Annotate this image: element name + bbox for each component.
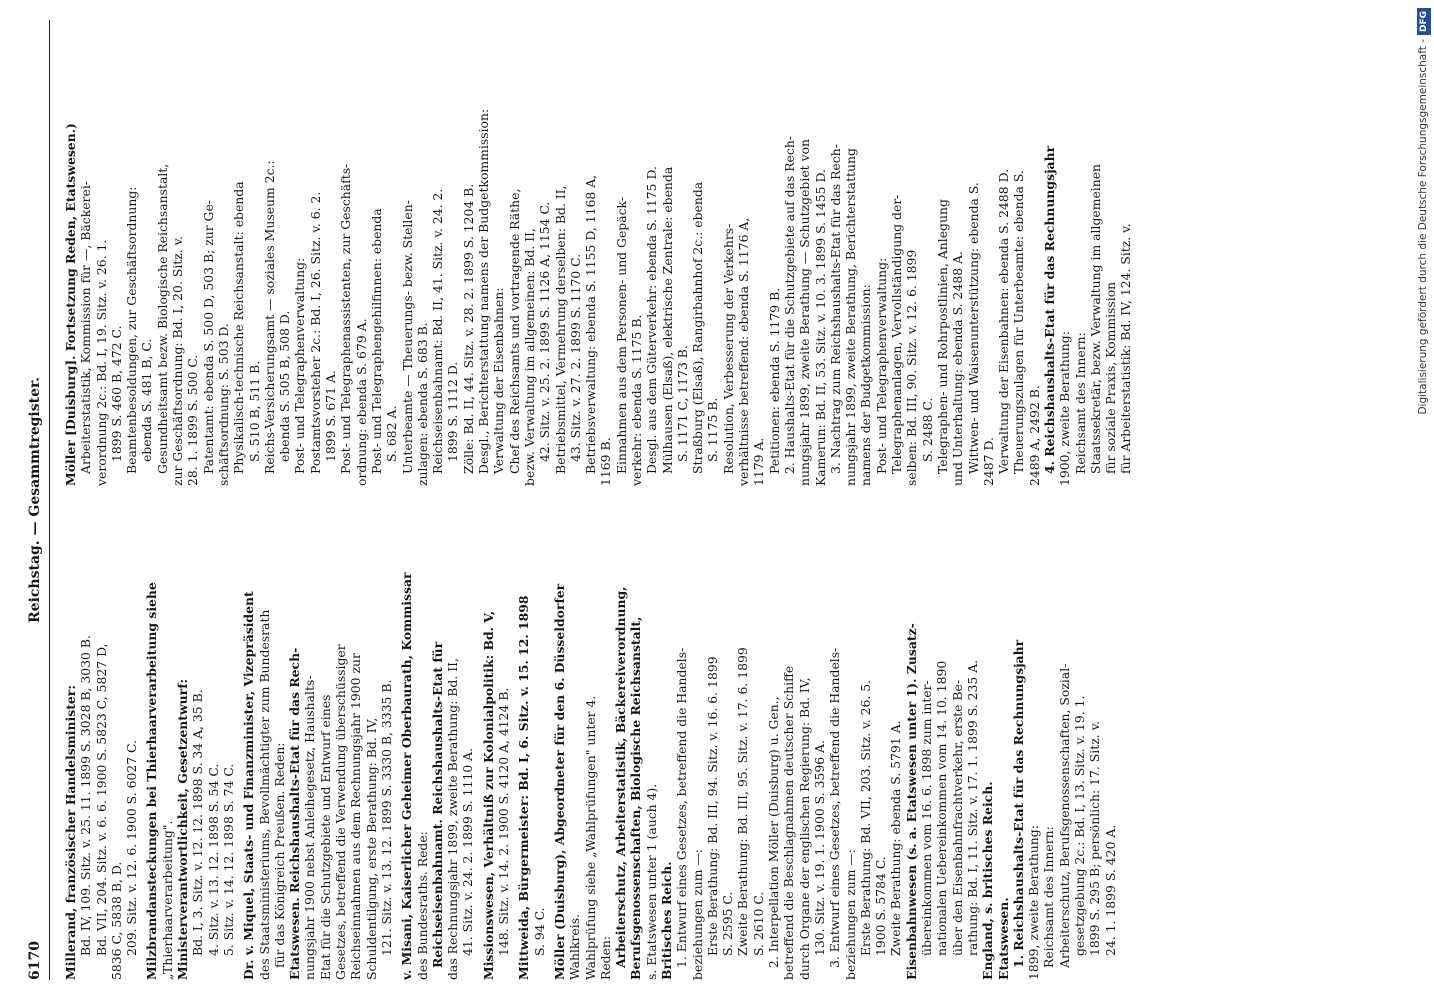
index-line: England, s. britisches Reich. bbox=[980, 781, 996, 980]
index-line: Möller (Duisburg), Abgeordneter für den 6. Düsseldorfer bbox=[551, 583, 567, 980]
index-line: 2. Haushalts-Etat für die Schutzgebiete auf das Rech- bbox=[781, 136, 797, 474]
index-line: 4. Reichshaushalts-Etat für das Rechnungsjahr bbox=[1042, 145, 1057, 474]
left-column bbox=[63, 520, 1403, 980]
index-line: Straßburg (Elsaß), Rangirbahnhof 2c.: ebenda bbox=[690, 181, 706, 474]
index-line: Post- und Telegraphenassistenten, zur Geschäfts- bbox=[338, 163, 354, 474]
index-line: verordnung 2c.: Bd. I, 19. Sitz. v. 26. 1. bbox=[93, 239, 109, 486]
dfg-logo: DFG bbox=[1417, 8, 1431, 35]
index-line: 5. Sitz. v. 14. 12. 1898 S. 74 C. bbox=[220, 763, 236, 956]
index-line: S. 1171 C, 1173 B. bbox=[674, 345, 690, 462]
index-line: Kamerun: Bd. II, 53. Sitz. v. 10. 3. 1899 S. 1455 D. bbox=[812, 169, 828, 486]
right-column bbox=[63, 26, 1403, 486]
index-line: 1. Reichshaushalts-Etat für das Rechnungsjahr bbox=[1010, 639, 1026, 968]
index-line: Ministerverantwortlichkeit, Gesetzentwurf: bbox=[175, 678, 191, 980]
index-line: S. 1175 B. bbox=[705, 397, 721, 462]
index-line: Mittweida, Bürgermeister: Bd. I, 6. Sitz. v. 15. 12. 1898 bbox=[516, 595, 532, 980]
index-line: Wahlprüfung siehe „Wahlprüfungen" unter 4. bbox=[582, 695, 598, 980]
index-line: Verwaltung der Eisenbahnen: bbox=[491, 287, 507, 474]
index-line: 3. Nachtrag zum Reichshaushalts-Etat für das Rech- bbox=[827, 144, 843, 474]
index-line: Zweite Berathung: Bd. III, 95. Sitz. v. 17. 6. 1899 bbox=[735, 647, 751, 956]
index-line: des Staatsministeriums, Bevollmächtigter zum Bundesrath bbox=[256, 609, 272, 980]
index-line: Schuldentilgung, erste Berathung: Bd. IV, bbox=[363, 717, 379, 980]
index-line: Arbeiterschutz, Berufsgenossenschaften, Sozial- bbox=[1056, 663, 1072, 968]
index-line: für das Königreich Preußen. Reden: bbox=[271, 742, 287, 968]
index-line: v. Misani, Kaiserlicher Geheimer Oberbaurath, Kommissar bbox=[399, 572, 415, 980]
index-line: 1179 A. bbox=[751, 437, 767, 486]
index-line: 1899 S. 1112 D. bbox=[445, 361, 461, 462]
index-line: Wittwen- und Waisenunterstützung: ebenda S. bbox=[965, 182, 981, 474]
index-line: Arbeiterstatistik, Kommission für —, Bäckerei- bbox=[78, 181, 94, 474]
index-line: Betriebsverwaltung: ebenda S. 1155 D, 1168 A, bbox=[583, 174, 599, 474]
index-line: für soziale Praxis, Kommission bbox=[1103, 281, 1119, 474]
index-line: Chef des Reichsamts und vortragende Räthe, bbox=[506, 188, 522, 474]
index-line: für Arbeiterstatistik: Bd. IV, 124. Sitz. v. bbox=[1118, 223, 1134, 474]
index-line: S. 2610 C. bbox=[750, 891, 766, 956]
digitization-note bbox=[1412, 8, 1434, 988]
index-line: ebenda S. 505 B, 508 D. bbox=[277, 310, 293, 462]
index-line: gesetzgebung 2c.: Bd. I, 13. Sitz. v. 19. 1. bbox=[1072, 695, 1087, 956]
index-line: über den Eisenbahnfrachtverkehr, erste Be- bbox=[949, 679, 965, 956]
index-line: das Rechnungsjahr 1899, zweite Berathung: Bd. II, bbox=[445, 658, 461, 980]
index-line: namens der Budgetkommission: bbox=[858, 284, 874, 486]
running-header bbox=[25, 20, 50, 980]
index-line: Mülhausen (Elsaß), elektrische Zentrale: ebenda bbox=[659, 166, 675, 474]
page-title: Reichstag. — Gesammtregister. bbox=[27, 377, 43, 623]
index-line: beziehungen zum —: bbox=[689, 849, 705, 980]
index-line: verhältnisse betreffend: ebenda S. 1176 A, bbox=[736, 217, 752, 486]
index-line: 209. Sitz. v. 12. 6. 1900 S. 6027 C. bbox=[124, 739, 140, 956]
index-line: nationalen Uebereinkommen vom 14. 10. 1890 bbox=[934, 660, 950, 956]
index-line: Telegraphen- und Rohrpostlinien, Anlegung bbox=[934, 199, 950, 474]
index-line: bezw. Verwaltung im allgemeinen: Bd. II, bbox=[521, 228, 537, 486]
index-line: S. 2595 C. bbox=[720, 891, 736, 956]
index-line: Resolution, Verbesserung der Verkehrs- bbox=[720, 223, 736, 474]
index-line: 5836 C, 5838 B, D. bbox=[108, 861, 124, 980]
index-line: selben: Bd. III, 90. Sitz. v. 12. 6. 1899 bbox=[904, 249, 920, 486]
index-line: Möller [Duisburg]. Fortsetzung Reden, Etatswesen.) bbox=[63, 123, 78, 486]
index-line: Post- und Telegraphenverwaltung: bbox=[873, 257, 889, 474]
index-line: 2489 A, 2492 B. bbox=[1026, 385, 1042, 486]
index-line: 2. Interpellation Möller (Duisburg) u. Gen., bbox=[766, 696, 782, 968]
index-line: durch Organe der englischen Regierung: Bd. IV, bbox=[796, 677, 812, 980]
index-line: verkehr: ebenda S. 1175 B. bbox=[628, 314, 644, 486]
index-line: Telegraphenanlagen, Vervollständigung der- bbox=[889, 194, 905, 474]
index-line: Post- und Telegraphenverwaltung: bbox=[292, 257, 308, 474]
index-line: 1899 S. 295 B; persönlich: 17. Sitz. v. bbox=[1087, 720, 1103, 956]
digitization-note-text: Digitalisierung gefördert durch die Deutsche Forschungsgemeinschaft - bbox=[1417, 39, 1429, 415]
index-line: Betriebsmittel, Vermehrung derselben: Bd. II, bbox=[552, 185, 568, 474]
index-line: Reichseisenbahnamt. Reichshaushalts-Etat für bbox=[429, 641, 445, 968]
index-line: Erste Berathung: Bd. III, 94. Sitz. v. 16. 6. 1899 bbox=[704, 656, 720, 956]
index-line: Bd. IV, 109. Sitz. v. 25. 11. 1899 S. 3028 B, 3030 B. bbox=[78, 635, 94, 956]
index-line: 1900 S. 5784 C. bbox=[873, 856, 889, 956]
index-line: 1899, zweite Berathung: bbox=[1026, 825, 1042, 980]
rotated-page-content bbox=[25, 20, 1419, 980]
index-line: 1899 S. 460 B, 472 C. bbox=[108, 325, 124, 462]
index-line: Postamtsvorsteher 2c.: Bd. I, 26. Sitz. v. 6. 2. bbox=[307, 191, 323, 474]
index-line: ordnung: ebenda S. 679 A. bbox=[353, 318, 369, 486]
index-line: und Unterhaltung: ebenda S. 2488 A. bbox=[950, 251, 966, 486]
index-line: 148. Sitz. v. 14. 2. 1900 S. 4120 A, 4124 B. bbox=[496, 687, 512, 956]
index-line: 1899 S. 671 A. bbox=[323, 370, 339, 462]
index-line: 1900, zweite Berathung: bbox=[1057, 331, 1073, 486]
index-line: Reichsamt des Innern: bbox=[1072, 332, 1088, 474]
index-line: Einnahmen aus dem Personen- und Gepäck- bbox=[613, 196, 629, 474]
index-line: 43. Sitz. v. 27. 2. 1899 S. 1170 C. bbox=[567, 253, 583, 462]
index-line: Missionswesen, Verhältniß zur Kolonialpolitik: Bd. V, bbox=[480, 610, 496, 980]
index-line: Millerand, französischer Handelsminister: bbox=[63, 685, 78, 980]
index-line: schäftsordnung: S. 503 D. bbox=[215, 323, 231, 486]
index-line: 28. 1. 1899 S. 500 C. bbox=[185, 354, 201, 486]
index-line: Physikalisch-technische Reichsanstalt: ebenda bbox=[231, 181, 247, 474]
index-line: 1. Entwurf eines Gesetzes, betreffend die Handels- bbox=[674, 647, 690, 968]
index-line: nungsjahr 1899, zweite Berathung — Schutzgebiet von bbox=[797, 138, 813, 486]
index-line: Reichs-Versicherungsamt — soziales Museum 2c.: bbox=[261, 160, 277, 474]
index-line: S. 682 A. bbox=[384, 405, 400, 462]
index-line: Wahlkreis. bbox=[567, 913, 583, 980]
index-line: 42. Sitz. v. 25. 2. 1899 S. 1126 A, 1154 C. bbox=[537, 201, 553, 462]
index-line: Gesetzes, betreffend die Verwendung überschüssiger bbox=[333, 644, 349, 980]
index-line: Etat für die Schutzgebiete und Entwurf eines bbox=[317, 694, 333, 980]
index-line: 130. Sitz. v. 19. 1. 1900 S. 3596 A. bbox=[811, 740, 827, 956]
index-line: S. 510 B, 511 B. bbox=[246, 360, 262, 462]
index-line: Erste Berathung: Bd. VII, 203. Sitz. v. 26. 5. bbox=[857, 679, 873, 956]
index-line: nungsjahr 1899, zweite Berathung, Berichterstattung bbox=[843, 148, 859, 486]
index-line: Staatssekretär, bezw. Verwaltung im allgemeinen bbox=[1087, 163, 1103, 474]
index-line: Theuerungszulagen für Unterbeamte: ebenda S. bbox=[1011, 170, 1027, 474]
index-line: Gesundheitsamt bezw. Biologische Reichsanstalt, bbox=[154, 163, 170, 474]
index-line: Etatswesen. Reichshaushalts-Etat für das Rech- bbox=[287, 647, 303, 980]
index-line: übereinkommen vom 16. 6. 1898 zum inter- bbox=[919, 680, 935, 956]
index-line: Verwaltung der Eisenbahnen: ebenda S. 2488 D. bbox=[996, 168, 1012, 474]
index-line: ebenda S. 481 B, C. bbox=[139, 338, 155, 462]
index-line: Reichseisenbahnamt: Bd. II, 41. Sitz. v. 24. 2. bbox=[430, 188, 446, 474]
index-line: Desgl. aus dem Güterverkehr: ebenda S. 1175 D. bbox=[644, 166, 660, 474]
page-number: 6170 bbox=[27, 941, 43, 980]
index-line: 3. Entwurf eines Gesetzes, betreffend die Handels- bbox=[827, 647, 843, 968]
index-line: Reichsamt des Innern: bbox=[1041, 826, 1057, 968]
index-line: Bd. I, 3. Sitz. v. 12. 12. 1898 S. 34 A, 35 B. bbox=[190, 689, 206, 956]
index-line: „Thierhaarverarbeitung". bbox=[159, 820, 175, 980]
index-line: 1169 B. bbox=[598, 437, 614, 486]
index-line: Post- und Telegraphengehilfinnen: ebenda bbox=[368, 208, 384, 474]
index-line: Reden: bbox=[597, 935, 613, 980]
index-line: Bd. VII, 204. Sitz. v. 6. 6. 1900 S. 5823 C, 5827 D, bbox=[93, 643, 109, 956]
index-line: Etatswesen. bbox=[995, 897, 1011, 980]
index-line: des Bundesraths. Rede: bbox=[414, 831, 430, 980]
index-line: nungsjahr 1900 nebst Anleihegesetz, Haushalts- bbox=[302, 675, 318, 980]
index-line: betreffend die Beschlagnahmen deutscher Schiffe bbox=[781, 665, 797, 980]
index-line: zulagen: ebenda S. 683 B. bbox=[414, 322, 430, 486]
index-line: Beamtenbesoldungen, zur Geschäftsordnung: bbox=[124, 186, 140, 474]
index-line: Berufsgenossenschaften, Biologische Reichsanstalt, bbox=[628, 616, 644, 980]
index-line: Reichseinnahmen aus dem Rechnungsjahr 1900 zur bbox=[348, 653, 364, 980]
index-line: 121. Sitz. v. 13. 12. 1899 S. 3330 B, 3335 B. bbox=[378, 679, 394, 956]
index-line: 24. 1. 1899 S. 420 A. bbox=[1102, 824, 1118, 956]
index-line: Desgl., Berichterstattung namens der Budgetkommission: bbox=[476, 108, 492, 474]
index-line: 41. Sitz. v. 24. 2. 1899 S. 1110 A. bbox=[460, 747, 476, 956]
index-line: Britisches Reich. bbox=[658, 861, 674, 980]
index-line: Dr. v. Miquel, Staats- und Finanzminister, Vizepräsident bbox=[241, 591, 257, 980]
index-line: 2487 D. bbox=[980, 437, 996, 486]
index-line: Milzbrandansteckungen bei Thierhaarverarbeitung siehe bbox=[144, 582, 160, 980]
index-line: S. 94 C. bbox=[531, 907, 547, 956]
index-line: Zölle: Bd. II, 44. Sitz. v. 28. 2. 1899 S. 1204 B. bbox=[460, 183, 476, 474]
index-line: zur Geschäftsordnung: Bd. I, 20. Sitz. v. bbox=[170, 235, 186, 486]
index-line: Patentamt: ebenda S. 500 D, 503 B; zur Ge- bbox=[200, 200, 216, 474]
index-line: Eisenbahnwesen (s. a. Etatswesen unter 1). Zusatz- bbox=[903, 623, 919, 980]
index-line: Arbeiterschutz, Arbeiterstatistik, Bäckereiverordnung, bbox=[613, 586, 629, 968]
index-line: Zweite Berathung: ebenda S. 5791 A. bbox=[888, 720, 904, 956]
index-line: s. Etatswesen unter 1 (auch 4). bbox=[643, 783, 659, 980]
index-line: Unterbeamte — Theuerungs- bezw. Stellen- bbox=[399, 200, 415, 474]
index-line: Petitionen: ebenda S. 1179 B. bbox=[766, 287, 782, 474]
index-line: 4. Sitz. v. 13. 12. 1898 S. 54 C. bbox=[205, 763, 221, 956]
index-line: S. 2488 C. bbox=[919, 397, 935, 462]
index-line: rathung: Bd. I, 11. Sitz. v. 17. 1. 1899 S. 235 A. bbox=[964, 659, 980, 956]
index-line: beziehungen zum —: bbox=[842, 849, 858, 980]
